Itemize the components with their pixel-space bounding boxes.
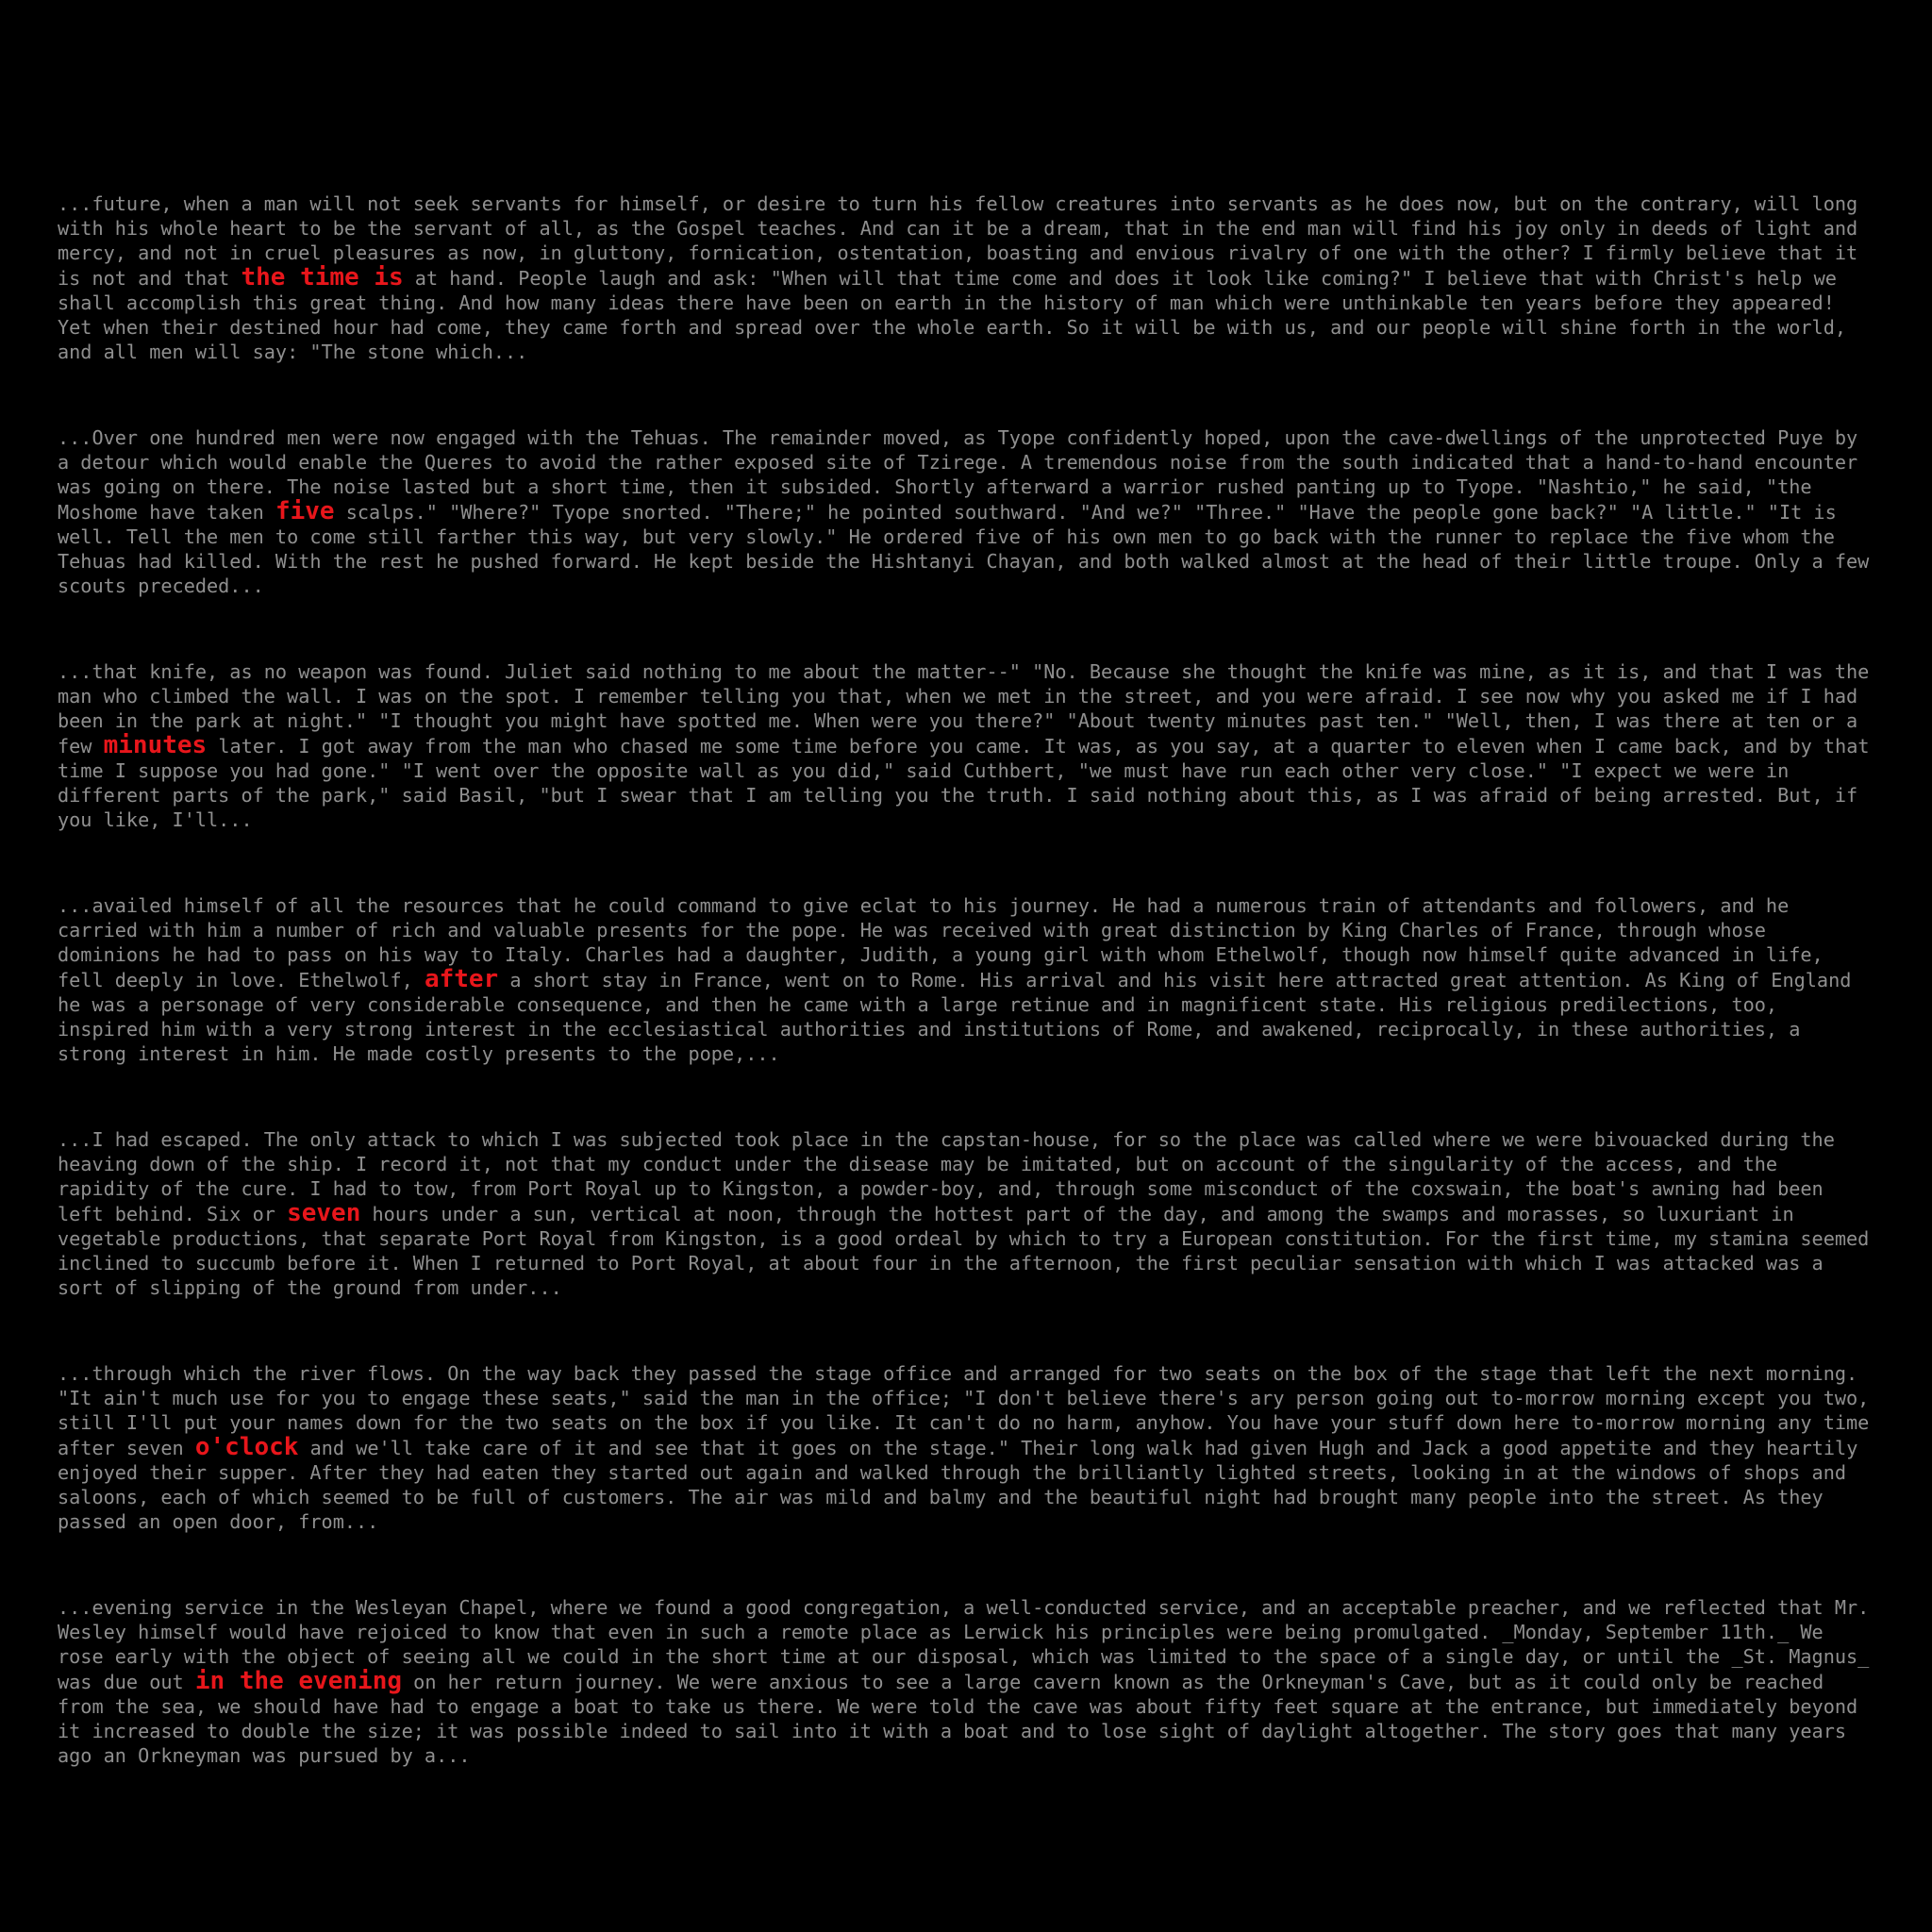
- passage-text-after: on her return journey. We were anxious to see a large cavern known as the Orkneyman's Cave, but as it could only be reached from the sea, we should have had to engage a boat to take us there. We were told the cave was about fifty feet square at the entrance, but immediately beyond it increased to double the size; it was possible indeed to sail into it with a boat and to lose sight of daylight altogether. The story goes that many years ago an Orkneyman was pursued by a...: [58, 1671, 1858, 1767]
- passage-text-before: ...availed himself of all the resources that he could command to give eclat to his journey. He had a numerous train of attendants and followers, and he carried with him a number of rich and valuable presents for the pope. He was received with great distinction by King Charles of France, through whose dominions he had to pass on his way to Italy. Charles had a daughter, Judith, a young girl with whom Ethelwolf, though now himself quite advanced in life, fell deeply in love. Ethelwolf,: [58, 894, 1824, 991]
- passage-text-before: ...through which the river flows. On the way back they passed the stage office and arranged for two seats on the box of the stage that left the next morning. "It ain't much use for you to engage these seats," said the man in the office; "I don't believe there's ary person going out to-morrow morning except you two, still I'll put your names down for the two seats on the box if you like. It can't do no harm, anyhow. You have your stuff down here to-morrow morning any time after seven: [58, 1362, 1870, 1459]
- passage-text-after: later. I got away from the man who chased me some time before you came. It was, as you say, at a quarter to eleven when I came back, and by that time I suppose you had gone." "I went over the opposite wall as you did," said Cuthbert, "we must have run each other very close." "I expect we were in different parts of the park," said Basil, "but I swear that I am telling you the truth. I said nothing about this, as I was afraid of being arrested. But, if you like, I'll...: [58, 735, 1870, 831]
- passage-text-after: hours under a sun, vertical at noon, through the hottest part of the day, and among the swamps and morasses, so luxuriant in vegetable productions, that separate Port Royal from Kingston, is a good ordeal by which to try a European constitution. For the first time, my stamina seemed inclined to succumb before it. When I returned to Port Royal, at about four in the afternoon, the first peculiar sensation with which I was attacked was a sort of slipping of the ground from under...: [58, 1203, 1870, 1299]
- time-phrase-highlight: after: [424, 965, 499, 993]
- passage-text-before: ...I had escaped. The only attack to which I was subjected took place in the capstan-house, for so the place was called where we were bivouacked during the heaving down of the ship. I record it, not that my conduct under the disease may be imitated, but on account of the singularity of the access, and the rapidity of the cure. I had to tow, from Port Royal up to Kingston, a powder-boy, and, through some misconduct of the coxswain, the boat's awning had been left behind. Six or: [58, 1128, 1835, 1225]
- passage-text-after: scalps." "Where?" Tyope snorted. "There;" he pointed southward. "And we?" "Three." "Have the people gone back?" "A little." "It is well. Tell the men to come still farther this way, but very slowly." He ordered five of his own men to go back with the runner to replace the five whom the Tehuas had killed. With the rest he pushed forward. He kept beside the Hishtanyi Chayan, and both walked almost at the head of their little troupe. Only a few scouts preceded...: [58, 501, 1870, 597]
- quote-passage: [58, 1595, 1878, 1768]
- time-phrase-highlight: the time is: [241, 263, 404, 291]
- time-phrase-highlight: five: [275, 497, 335, 525]
- passage-text-after: and we'll take care of it and see that it goes on the stage." Their long walk had given Hugh and Jack a good appetite and they heartily enjoyed their supper. After they had eaten they started out again and walked through the brilliantly lighted streets, looking in at the windows of shops and saloons, each of which seemed to be full of customers. The air was mild and balmy and the beautiful night had brought many people into the street. As they passed an open door, from...: [58, 1437, 1858, 1533]
- quote-passage: [58, 1127, 1878, 1300]
- quote-passage: [58, 893, 1878, 1066]
- quote-passage: [58, 1361, 1878, 1534]
- passage-text-after: a short stay in France, went on to Rome. His arrival and his visit here attracted great attention. As King of England he was a personage of very considerable consequence, and then he came with a large retinue and in magnificent state. His religious predilections, too, inspired him with a very strong interest in the ecclesiastical authorities and institutions of Rome, and awakened, reciprocally, in these authorities, a strong interest in him. He made costly presents to the pope,...: [58, 969, 1852, 1065]
- quote-passage: [58, 192, 1878, 364]
- time-phrase-highlight: in the evening: [194, 1667, 403, 1695]
- time-phrase-highlight: minutes: [103, 731, 208, 759]
- quote-passage: [58, 425, 1878, 598]
- quote-list: [58, 192, 1878, 1829]
- quote-passage: [58, 659, 1878, 832]
- time-phrase-highlight: o'clock: [194, 1433, 299, 1461]
- passage-text-before: ...future, when a man will not seek servants for himself, or desire to turn his fellow creatures into servants as he does now, but on the contrary, will long with his whole heart to be the servant of all, as the Gospel teaches. And can it be a dream, that in the end man will find his joy only in deeds of light and mercy, and not in cruel pleasures as now, in gluttony, fornication, ostentation, boasting and envious rivalry of one with the other? I firmly believe that it is not and that: [58, 192, 1858, 290]
- passage-text-before: ...evening service in the Wesleyan Chapel, where we found a good congregation, a well-conducted service, and an acceptable preacher, and we reflected that Mr. Wesley himself would have rejoiced to know that even in such a remote place as Lerwick his principles were being promulgated. _Monday, September 11th._ We rose early with the object of seeing all we could in the short time at our disposal, which was limited to the space of a single day, or until the _St. Magnus_ was due out: [58, 1596, 1870, 1693]
- time-phrase-highlight: seven: [287, 1199, 361, 1227]
- passage-text-after: at hand. People laugh and ask: "When will that time come and does it look like coming?" I believe that with Christ's help we shall accomplish this great thing. And how many ideas there have been on earth in the history of man which were unthinkable ten years before they appeared! Yet when their destined hour had come, they came forth and spread over the whole earth. So it will be with us, and our people will shine forth in the world, and all men will say: "The stone which...: [58, 267, 1847, 363]
- passage-text-before: ...that knife, as no weapon was found. Juliet said nothing to me about the matter--" "No. Because she thought the knife was mine, as it is, and that I was the man who climbed the wall. I was on the spot. I remember telling you that, when we met in the street, and you were afraid. I see now why you asked me if I had been in the park at night." "I thought you might have spotted me. When were you there?" "About twenty minutes past ten." "Well, then, I was there at ten or a few: [58, 660, 1870, 758]
- passage-text-before: ...Over one hundred men were now engaged with the Tehuas. The remainder moved, as Tyope confidently hoped, upon the cave-dwellings of the unprotected Puye by a detour which would enable the Queres to avoid the rather exposed site of Tzirege. A tremendous noise from the south indicated that a hand-to-hand encounter was going on there. The noise lasted but a short time, then it subsided. Shortly afterward a warrior rushed panting up to Tyope. "Nashtio," he said, "the Moshome have taken: [58, 426, 1858, 524]
